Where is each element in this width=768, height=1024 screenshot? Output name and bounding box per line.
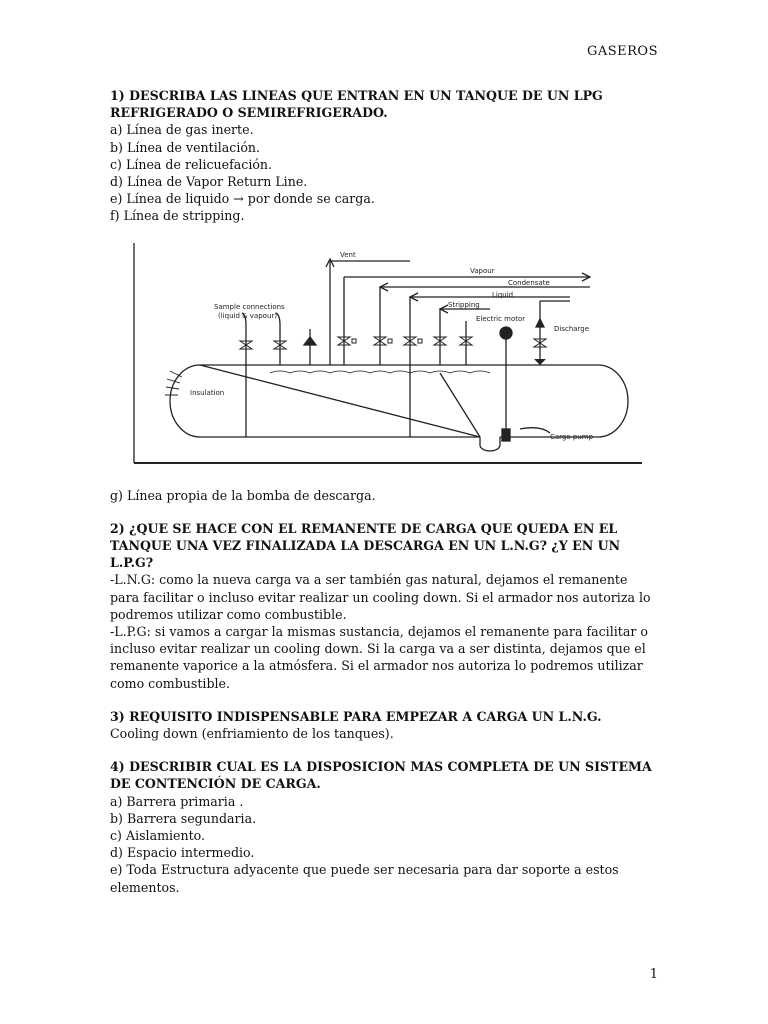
tank-diagram [130, 241, 646, 481]
discharge-mount-icon [534, 359, 546, 365]
answer-4-a: a) Barrera primaria . [110, 793, 244, 809]
label-stripping: Stripping [448, 300, 480, 309]
condensate-actuator-icon [388, 339, 392, 343]
page-header: GASEROS [586, 44, 658, 59]
answer-line-a: a) Línea de gas inerte. [110, 122, 254, 138]
question-2: 2) ¿QUE SE HACE CON EL REMANENTE DE CARGA QUE QUEDA EN EL TANQUE UNA VEZ FINALIZADA LA DESCARGA EN UN L.N.G? ¿Y EN UN L.P.G? [110, 520, 621, 571]
answer-lng: -L.N.G: como la nueva carga va a ser también gas natural, dejamos el remanente para facilitar o incluso evitar realizar un cooling down. Si el armador nos autoriza lo podremos utilizar como combustible. [110, 572, 651, 622]
stripping-dip [440, 373, 480, 437]
label-liquid: Liquid [492, 290, 514, 299]
answer-lpg: -L.P.G: si vamos a cargar la mismas sustancia, dejamos el remanente para facilitar o incluso evitar realizar un cooling down. Si la carga va a ser distinta, dejamos que el remanente vaporice a la atmósfera. Si el armador nos autoriza lo podremos utilizar como combustible. [110, 624, 648, 691]
answer-4-d: d) Espacio intermedio. [110, 845, 255, 861]
tank-shell [170, 365, 628, 437]
liquid-actuator-icon [418, 339, 422, 343]
answer-line-d: d) Línea de Vapor Return Line. [110, 174, 308, 190]
vapour-actuator-icon [352, 339, 356, 343]
discharge-check-icon [536, 319, 544, 327]
label-sample-1: Sample connections [214, 302, 285, 311]
page-number: 1 [649, 967, 658, 982]
document-body [110, 87, 658, 896]
answer-4-b: b) Barrera segundaria. [110, 810, 257, 826]
label-discharge: Discharge [554, 324, 590, 333]
answer-line-g: g) Línea propia de la bomba de descarga. [110, 487, 376, 503]
answer-line-c: c) Línea de relicuefación. [110, 156, 273, 172]
section-4 [110, 758, 658, 896]
section-1 [110, 87, 658, 225]
electric-motor-icon [500, 327, 512, 339]
answer-line-e: e) Línea de liquido → por donde se carga. [110, 191, 375, 207]
question-1: 1) DESCRIBA LAS LINEAS QUE ENTRAN EN UN TANQUE DE UN LPG REFRIGERADO O SEMIREFRIGERADO. [110, 88, 603, 121]
label-vapour: Vapour [470, 266, 495, 275]
label-electric-motor: Electric motor [476, 314, 526, 323]
section-3 [110, 708, 658, 742]
cargo-pump-icon [502, 429, 510, 441]
label-vent: Vent [340, 250, 356, 259]
question-3: 3) REQUISITO INDISPENSABLE PARA EMPEZAR A CARGA UN L.N.G. [110, 708, 602, 724]
answer-3: Cooling down (enfriamiento de los tanques). [110, 726, 394, 742]
label-sample-2: (liquid & vapour) [218, 311, 278, 320]
label-cargo-pump: Cargo pump [550, 432, 594, 441]
section-2 [110, 520, 658, 692]
cargo-pump-leader [520, 427, 550, 432]
label-insulation: Insulation [190, 388, 225, 397]
tank-sump [480, 437, 500, 451]
label-condensate: Condensate [508, 278, 550, 287]
answer-line-f: f) Línea de stripping. [110, 208, 245, 224]
insulation-lining [270, 371, 490, 373]
answer-4-c: c) Aislamiento. [110, 828, 206, 844]
question-4: 4) DESCRIBIR CUAL ES LA DISPOSICION MAS COMPLETA DE UN SISTEMA DE CONTENCIÓN DE CARGA. [110, 759, 652, 792]
relief-valve-icon [304, 337, 316, 345]
answer-line-b: b) Línea de ventilación. [110, 139, 261, 155]
answer-4-e: e) Toda Estructura adyacente que puede ser necesaria para dar soporte a estos elementos. [110, 862, 619, 895]
